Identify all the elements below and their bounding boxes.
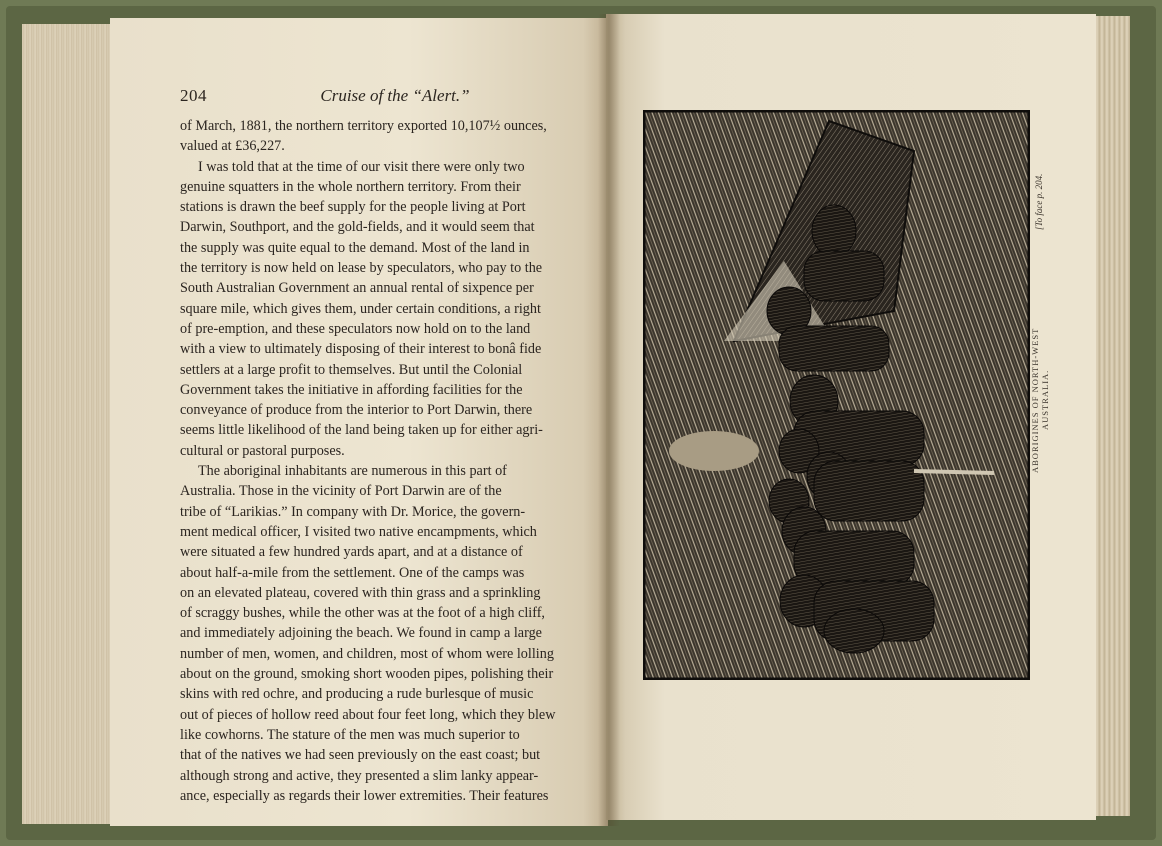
- text-line: were situated a few hundred yards apart, and at a distance of: [180, 544, 523, 561]
- text-line: number of men, women, and children, most of whom were lolling: [180, 645, 554, 662]
- body-text: [180, 116, 572, 806]
- text-line: with a view to ultimately disposing of their interest to bonâ fide: [180, 341, 542, 358]
- page-number: 204: [180, 86, 207, 105]
- text-line: Darwin, Southport, and the gold-fields, and it would seem that: [180, 219, 535, 236]
- text-line: settlers at a large profit to themselves. But until the Colonial: [180, 361, 523, 378]
- text-line: genuine squatters in the whole northern territory. From their: [180, 178, 521, 195]
- text-line: that of the natives we had seen previously on the east coast; but: [180, 747, 541, 764]
- text-line: I was told that at the time of our visit there were only two: [198, 158, 525, 175]
- text-line: tribe of “Larikias.” In company with Dr. Morice, the govern-: [180, 503, 526, 520]
- text-line: of March, 1881, the northern territory exported 10,107½ ounces,: [180, 118, 547, 134]
- text-line: South Australian Government an annual rental of sixpence per: [180, 280, 534, 297]
- text-line: seems little likelihood of the land being taken up for either agri-: [180, 422, 543, 439]
- text-line: The aboriginal inhabitants are numerous in this part of: [198, 463, 507, 480]
- engraving-illustration: [644, 111, 1029, 679]
- text-line: square mile, which gives them, under certain conditions, a right: [180, 300, 541, 317]
- text-line: valued at £36,227.: [180, 138, 285, 155]
- text-line: Government takes the initiative in affording facilities for the: [180, 381, 523, 398]
- text-line: stations is drawn the beef supply for the people living at Port: [180, 199, 526, 216]
- plate-caption: ABORIGINES OF NORTH-WEST AUSTRALIA.: [1030, 327, 1050, 473]
- text-line: of pre-emption, and these speculators now hold on to the land: [180, 320, 531, 337]
- text-line: out of pieces of hollow reed about four feet long, which they blew: [180, 706, 556, 723]
- text-line: about half-a-mile from the settlement. One of the camps was: [180, 564, 525, 581]
- right-page-edges: [1090, 16, 1130, 816]
- text-line: like cowhorns. The stature of the men was much superior to: [180, 726, 520, 743]
- left-page-edges: [22, 24, 122, 824]
- text-line: cultural or pastoral purposes.: [180, 442, 345, 459]
- text-line: ance, especially as regards their lower extremities. Their features: [180, 787, 549, 804]
- text-line: the supply was quite equal to the demand. Most of the land in: [180, 239, 530, 256]
- text-line: and immediately adjoining the beach. We found in camp a large: [180, 625, 542, 642]
- text-line: of scraggy bushes, while the other was at the foot of a high cliff,: [180, 605, 545, 622]
- plate-reference: [To face p. 204.: [1034, 173, 1044, 230]
- running-head: [180, 86, 572, 110]
- running-title: Cruise of the “Alert.”: [320, 86, 470, 105]
- text-line: skins with red ochre, and producing a rude burlesque of music: [180, 686, 534, 703]
- text-line: although strong and active, they presented a slim lanky appear-: [180, 767, 539, 784]
- engraving-plate: [643, 110, 1030, 680]
- text-line: the territory is now held on lease by speculators, who pay to the: [180, 260, 543, 277]
- text-line: conveyance of produce from the interior to Port Darwin, there: [180, 402, 533, 419]
- book-gutter: [598, 14, 620, 826]
- text-line: about on the ground, smoking short wooden pipes, polishing their: [180, 666, 554, 683]
- text-line: on an elevated plateau, covered with thin grass and a sprinkling: [180, 584, 541, 601]
- text-line: Australia. Those in the vicinity of Port Darwin are of the: [180, 483, 502, 500]
- text-line: ment medical officer, I visited two native encampments, which: [180, 523, 537, 540]
